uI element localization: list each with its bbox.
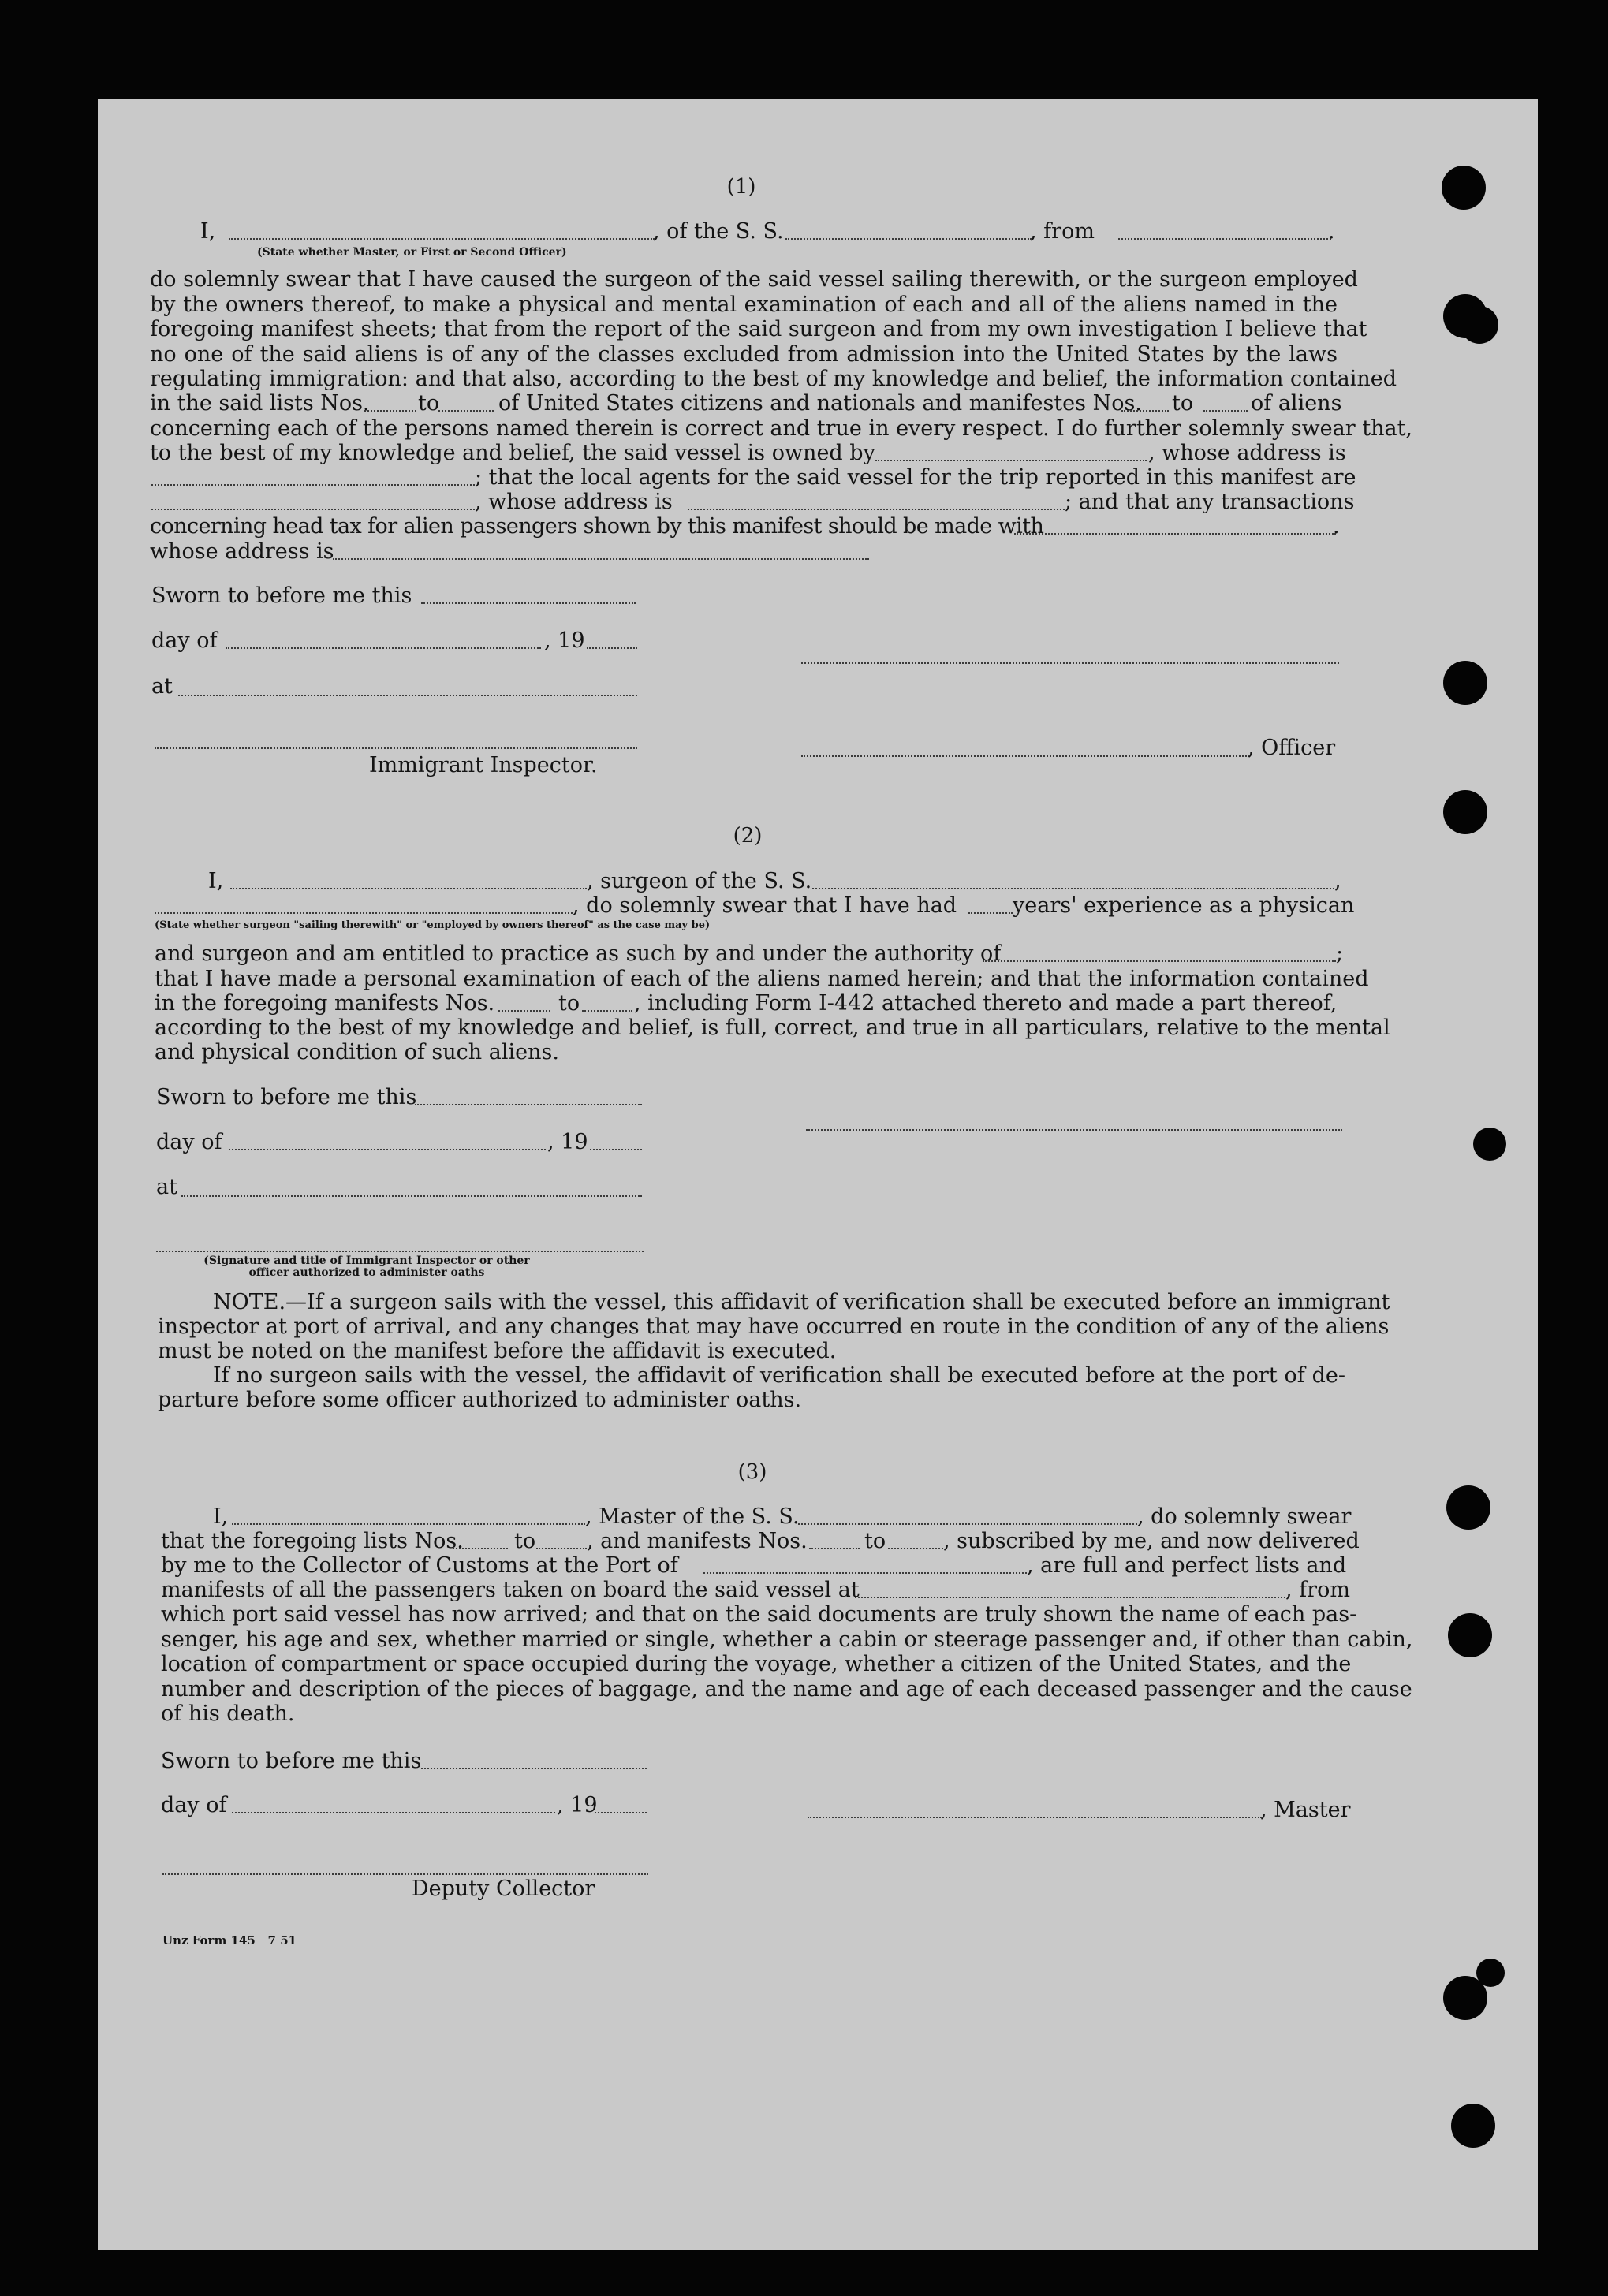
signature-hint-line: officer authorized to administer oaths	[248, 1266, 485, 1279]
vessel-name-field[interactable]	[812, 888, 1334, 889]
year-label: , 19	[547, 1130, 588, 1154]
text-line: number and description of the pieces of baggage, and the name and age of each deceased passenger and the cause	[161, 1676, 1412, 1702]
surgeon-hint: (State whether surgeon "sailing therewith" or "employed by owners thereof" as the case may be)	[155, 919, 711, 931]
text-line: which port said vessel has now arrived; and that on the said documents are truly shown the name of each pas-	[161, 1602, 1357, 1627]
address-label: , whose address is	[1148, 441, 1346, 465]
authority-field[interactable]	[983, 960, 1336, 962]
binder-hole	[1473, 1128, 1506, 1161]
month-field[interactable]	[232, 1812, 555, 1813]
to-label: to	[864, 1529, 886, 1553]
sworn-date-field[interactable]	[421, 1768, 647, 1769]
note-line: inspector at port of arrival, and any changes that may have occurred en route in the condition of any of the aliens	[158, 1314, 1390, 1339]
to-label: to	[418, 391, 440, 416]
to-label: to	[1172, 391, 1194, 416]
inspector-label: Immigrant Inspector.	[369, 753, 598, 777]
manifests-label: in the foregoing manifests Nos.	[155, 991, 495, 1016]
pronoun-label: I,	[208, 869, 224, 893]
oath-paragraph-2b	[155, 1016, 1390, 1041]
deputy-signature-line[interactable]	[162, 1873, 648, 1875]
from-port-field[interactable]	[1118, 238, 1331, 240]
agents-field[interactable]	[151, 509, 475, 510]
surgeon-type-field[interactable]	[155, 912, 573, 914]
note-line: parture before some officer authorized to administer oaths.	[158, 1388, 802, 1412]
inspector-signature-line[interactable]	[156, 1250, 644, 1252]
authority-label: and surgeon and am entitled to practice as such by and under the authority of	[155, 941, 1002, 966]
transactions-label: ; and that any transactions	[1065, 490, 1355, 514]
officer-hint: (State whether Master, or First or Second Officer)	[257, 246, 567, 259]
experience-label: , do solemnly swear that I have had	[573, 893, 957, 918]
binder-hole	[1476, 1959, 1505, 1987]
text-line: foregoing manifest sheets; that from the report of the said surgeon and from my own investigation I believe that	[150, 317, 1367, 341]
vessel-name-field[interactable]	[798, 1523, 1137, 1525]
binder-hole	[1442, 166, 1486, 210]
manifests-from-field[interactable]	[1121, 410, 1169, 412]
month-field[interactable]	[229, 1149, 546, 1150]
text-line: according to the best of my knowledge and belief, is full, correct, and true in all particulars, relative to the mental	[155, 1016, 1390, 1040]
owner-address-field[interactable]	[151, 484, 475, 486]
boarded-at-label: manifests of all the passengers taken on board the said vessel at	[161, 1578, 860, 1602]
inspector-signature-line[interactable]	[155, 747, 637, 749]
from-label: , from	[1285, 1578, 1350, 1602]
text-line: that I have made a personal examination of each of the aliens named herein; and that the information contained	[155, 967, 1369, 991]
master-label: , Master of the S. S.	[585, 1504, 800, 1529]
text-line: do solemnly swear that I have caused the surgeon of the said vessel sailing therewith, or the surgeon employed	[150, 267, 1358, 292]
officer-label: , Officer	[1248, 736, 1336, 760]
agents-address-field[interactable]	[688, 509, 1065, 510]
year-label: , 19	[557, 1793, 598, 1817]
lists-from-field[interactable]	[364, 410, 416, 412]
manifests-to-field[interactable]	[582, 1010, 632, 1012]
manifests-to-field[interactable]	[1203, 410, 1248, 412]
month-field[interactable]	[226, 647, 541, 649]
text-line: and physical condition of such aliens.	[155, 1040, 559, 1064]
to-label: to	[514, 1529, 536, 1553]
pronoun-label: I,	[200, 219, 216, 244]
sworn-date-field[interactable]	[415, 1104, 642, 1105]
text-line: concerning each of the persons named therein is correct and true in every respect. I do further solemnly swear that,	[150, 416, 1413, 441]
deputy-collector-label: Deputy Collector	[412, 1877, 595, 1901]
form-id: Unz Form 145 7 51	[162, 1933, 297, 1948]
years-field[interactable]	[968, 912, 1013, 914]
pronoun-label: I,	[213, 1504, 229, 1529]
lists-to-field[interactable]	[536, 1548, 587, 1549]
master-label: , Master	[1260, 1798, 1351, 1822]
section-number: (3)	[737, 1460, 767, 1484]
sworn-label: Sworn to before me this	[151, 583, 412, 608]
boarding-port-field[interactable]	[855, 1597, 1285, 1598]
note-line: must be noted on the manifest before the affidavit is executed.	[158, 1339, 837, 1363]
year-field[interactable]	[595, 1812, 647, 1813]
section-number: (2)	[733, 824, 763, 848]
oath-paragraph-3	[161, 1602, 1413, 1727]
note-block	[158, 1290, 1390, 1412]
binder-hole	[1461, 306, 1498, 344]
lists-to-field[interactable]	[438, 410, 494, 412]
sworn-label: Sworn to before me this	[156, 1085, 417, 1109]
text-line: location of compartment or space occupied during the voyage, whether a citizen of the United States, and the	[161, 1652, 1352, 1676]
text-line: no one of the said aliens is of any of the classes excluded from admission into the United States by the laws	[150, 341, 1338, 367]
manifests-label: , and manifests Nos.	[587, 1529, 808, 1553]
oath-paragraph-1	[150, 267, 1397, 392]
binder-hole	[1443, 661, 1487, 705]
aliens-label: of aliens	[1251, 391, 1342, 416]
day-of-label: day of	[161, 1793, 227, 1817]
semicolon: ;	[1336, 941, 1344, 966]
address-label: whose address is	[150, 539, 334, 564]
sworn-label: Sworn to before me this	[161, 1749, 422, 1773]
to-label: to	[558, 991, 580, 1016]
port-field[interactable]	[703, 1572, 1027, 1574]
surgeon-name-field[interactable]	[230, 888, 587, 889]
form-label: , including Form I-442 attached thereto and made a part thereof,	[634, 991, 1338, 1016]
vessel-label: , of the S. S.	[653, 219, 784, 244]
period: .	[1328, 219, 1335, 244]
surgeon-signature-line[interactable]	[806, 1129, 1342, 1131]
surgeon-label: , surgeon of the S. S.	[587, 869, 812, 893]
year-field[interactable]	[590, 1149, 642, 1150]
sworn-date-field[interactable]	[421, 602, 636, 604]
swear-label: , do solemnly swear	[1137, 1504, 1352, 1529]
lists-label: that the foregoing lists Nos.	[161, 1529, 464, 1553]
signature-line[interactable]	[801, 662, 1339, 664]
text-line: regulating immigration: and that also, according to the best of my knowledge and belief, the information contained	[150, 367, 1397, 391]
oath-paragraph-2	[155, 967, 1369, 992]
manifests-label: of United States citizens and nationals and manifestes Nos.	[498, 391, 1142, 416]
at-label: at	[156, 1175, 177, 1199]
signature-hint-line: (Signature and title of Immigrant Inspector or other	[203, 1254, 530, 1267]
address-label: , whose address is	[475, 490, 673, 514]
note-line: NOTE.—If a surgeon sails with the vessel, this affidavit of verification shall be executed before an immigrant	[213, 1290, 1390, 1314]
signature-hint	[181, 1255, 552, 1279]
binder-hole	[1448, 1613, 1492, 1657]
owner-field[interactable]	[875, 460, 1147, 461]
note-line: If no surgeon sails with the vessel, the affidavit of verification shall be executed before at the port of de-	[213, 1363, 1345, 1388]
officer-name-field[interactable]	[229, 238, 655, 240]
place-field[interactable]	[178, 695, 637, 696]
day-of-label: day of	[156, 1130, 222, 1154]
physician-label: years' experience as a physican	[1013, 893, 1355, 918]
text-line: by the owners thereof, to make a physical and mental examination of each and all of the aliens named in the	[150, 292, 1338, 317]
head-tax-label: concerning head tax for alien passengers shown by this manifest should be made with	[150, 514, 1044, 539]
section-number: (1)	[726, 175, 756, 199]
year-label: , 19	[544, 628, 585, 653]
owner-label: to the best of my knowledge and belief, the said vessel is owned by	[150, 441, 875, 465]
lists-label: in the said lists Nos.	[150, 391, 370, 416]
day-of-label: day of	[151, 628, 218, 653]
port-label: by me to the Collector of Customs at the Port of	[161, 1553, 678, 1578]
master-name-field[interactable]	[232, 1523, 585, 1525]
from-label: , from	[1030, 219, 1095, 244]
master-signature-line[interactable]	[808, 1817, 1262, 1818]
head-tax-agent-field[interactable]	[1014, 533, 1336, 535]
binder-hole	[1446, 1485, 1490, 1530]
agents-label: ; that the local agents for the said vessel for the trip reported in this manifest are	[475, 465, 1356, 490]
text-line: of his death.	[161, 1702, 295, 1726]
oath-paragraph-1b	[150, 416, 1413, 442]
lists-complete-label: , are full and perfect lists and	[1027, 1553, 1347, 1578]
officer-signature-line[interactable]	[801, 755, 1249, 757]
place-field[interactable]	[181, 1195, 642, 1197]
text-line: senger, his age and sex, whether married or single, whether a cabin or steerage passenger and, if other than cabin,	[161, 1627, 1413, 1652]
at-label: at	[151, 674, 173, 699]
delivered-label: , subscribed by me, and now delivered	[943, 1529, 1360, 1553]
lists-from-field[interactable]	[453, 1548, 508, 1549]
binder-hole	[1451, 2104, 1495, 2148]
binder-hole	[1443, 790, 1487, 834]
vessel-name-field[interactable]	[785, 238, 1032, 240]
manifests-to-field[interactable]	[888, 1548, 943, 1549]
comma: ,	[1334, 869, 1341, 893]
head-tax-address-field[interactable]	[333, 558, 869, 560]
manifests-from-field[interactable]	[809, 1548, 860, 1549]
period: .	[1333, 514, 1340, 539]
year-field[interactable]	[587, 647, 637, 649]
manifests-from-field[interactable]	[498, 1010, 550, 1012]
